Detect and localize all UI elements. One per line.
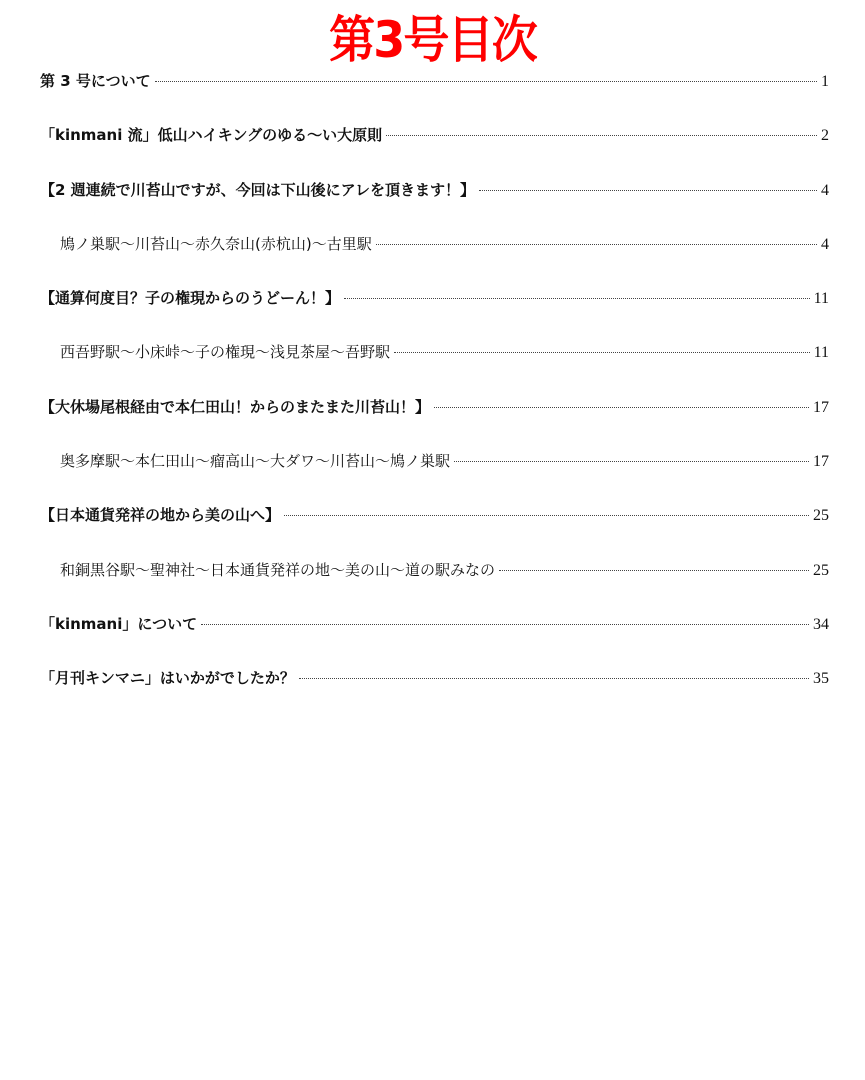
dot-leader bbox=[454, 461, 809, 462]
toc-entry-page: 4 bbox=[821, 235, 829, 253]
dot-leader bbox=[499, 570, 809, 571]
toc-entry-label: 奥多摩駅～本仁田山～瘤高山～大ダワ～川苔山～鳩ノ巣駅 bbox=[60, 452, 451, 471]
toc-entry[interactable] bbox=[40, 68, 829, 122]
toc-entry-page: 11 bbox=[813, 344, 829, 362]
toc-entry-label: 和銅黒谷駅～聖神社～日本通貨発祥の地～美の山～道の駅みなの bbox=[60, 560, 496, 579]
toc-entry-label: 【通算何度目？子の権現からのうどーん！】 bbox=[40, 289, 341, 308]
table-of-contents bbox=[40, 68, 829, 720]
dot-leader bbox=[201, 624, 809, 625]
toc-entry-label: 【2 週連続で川苔山ですが、今回は下山後にアレを頂きます！】 bbox=[40, 180, 476, 199]
dot-leader bbox=[386, 135, 817, 136]
dot-leader bbox=[284, 515, 809, 516]
page-title: 第3号目次 bbox=[329, 11, 536, 69]
toc-entry[interactable] bbox=[40, 177, 829, 231]
toc-entry[interactable] bbox=[40, 231, 829, 285]
toc-entry-label: 「kinmani」について bbox=[40, 614, 198, 633]
toc-entry[interactable] bbox=[40, 502, 829, 556]
toc-entry-label: 「kinmani 流」低山ハイキングのゆる～い大原則 bbox=[40, 126, 383, 145]
toc-entry-page: 25 bbox=[813, 507, 829, 525]
toc-entry-label: 【日本通貨発祥の地から美の山へ】 bbox=[40, 506, 281, 525]
toc-entry-page: 17 bbox=[813, 398, 829, 416]
toc-entry-label: 鳩ノ巣駅～川苔山～赤久奈山(赤杭山)～古里駅 bbox=[60, 234, 372, 253]
toc-entry[interactable] bbox=[40, 285, 829, 339]
dot-leader bbox=[155, 81, 817, 82]
toc-entry[interactable] bbox=[40, 339, 829, 393]
toc-entry-page: 25 bbox=[813, 561, 829, 579]
dot-leader bbox=[394, 352, 810, 353]
toc-entry-label: 西吾野駅～小床峠～子の権現～浅見茶屋～吾野駅 bbox=[60, 343, 391, 362]
toc-entry-label: 第 3 号について bbox=[40, 72, 151, 90]
toc-entry-label: 【大休場尾根経由で本仁田山！からのまたまた川苔山！】 bbox=[40, 397, 431, 416]
toc-entry-page: 34 bbox=[813, 615, 829, 633]
toc-entry[interactable] bbox=[40, 122, 829, 176]
dot-leader bbox=[479, 190, 817, 191]
toc-entry-page: 17 bbox=[813, 453, 829, 471]
dot-leader bbox=[344, 298, 810, 299]
toc-entry-label: 「月刊キンマニ」はいかがでしたか？ bbox=[40, 669, 295, 688]
toc-entry[interactable] bbox=[40, 448, 829, 502]
dot-leader bbox=[299, 678, 809, 679]
toc-entry[interactable] bbox=[40, 557, 829, 611]
toc-entry[interactable] bbox=[40, 665, 829, 719]
toc-entry-page: 35 bbox=[813, 670, 829, 688]
toc-entry-page: 2 bbox=[821, 127, 829, 145]
toc-entry[interactable] bbox=[40, 394, 829, 448]
dot-leader bbox=[434, 407, 809, 408]
toc-entry-page: 11 bbox=[813, 290, 829, 308]
toc-entry-page: 1 bbox=[821, 73, 829, 90]
toc-entry[interactable] bbox=[40, 611, 829, 665]
toc-entry-page: 4 bbox=[821, 181, 829, 199]
dot-leader bbox=[376, 244, 817, 245]
